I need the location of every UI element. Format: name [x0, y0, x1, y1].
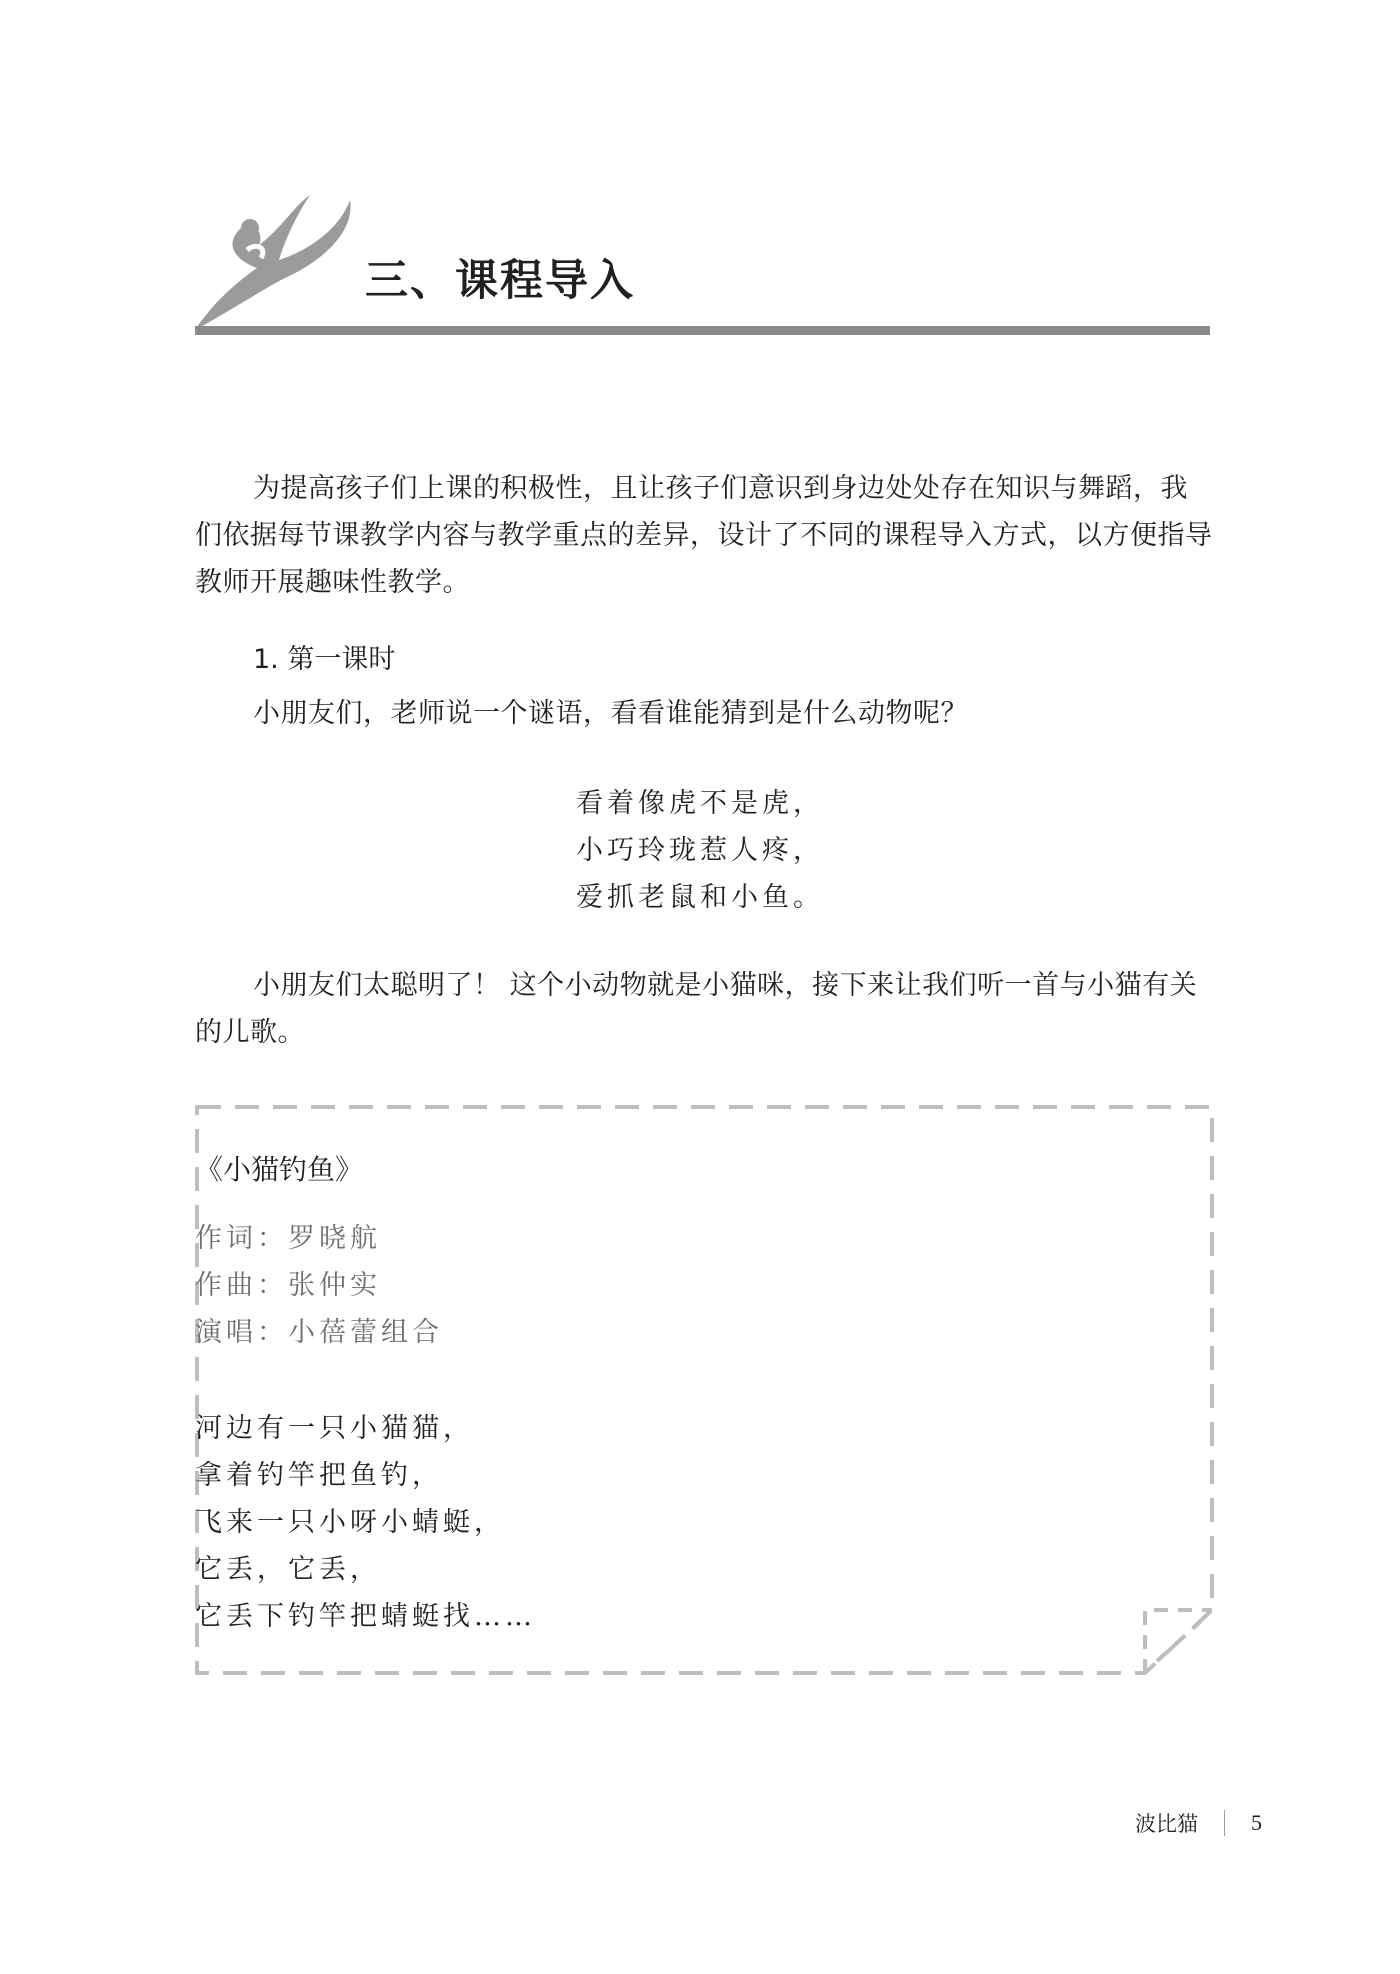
- song-box: [195, 1105, 1215, 1675]
- riddle-line: 看着像虎不是虎，: [576, 788, 824, 819]
- page-footer: [1135, 1808, 1262, 1838]
- lyric-line: 它丢，它丢，: [195, 1554, 381, 1585]
- riddle-line: 爱抓老鼠和小鱼。: [576, 882, 824, 913]
- lyric-line: 河边有一只小猫猫，: [195, 1413, 474, 1444]
- intro-text: 为提高孩子们上课的积极性，且让孩子们意识到身边处处存在知识与舞蹈，我们依据每节课教学内容与教学重点的差异，设计了不同的课程导入方式，以方便指导教师开展趣味性教学。: [195, 473, 1213, 598]
- composer-credit: 作曲：张仲实: [195, 1270, 381, 1301]
- riddle-intro-paragraph: [195, 690, 1215, 737]
- lesson-heading: 1. 第一课时: [253, 644, 396, 675]
- riddle-verse: [0, 780, 1400, 921]
- lyric-line: 它丢下钓竿把蜻蜓找……: [195, 1601, 536, 1632]
- dancer-swoosh-icon: [195, 190, 1210, 335]
- section-heading: [195, 190, 1210, 335]
- song-lyrics: [195, 1405, 1215, 1640]
- answer-text: 小朋友们太聪明了！ 这个小动物就是小猫咪，接下来让我们听一首与小猫有关的儿歌。: [195, 970, 1198, 1048]
- lyric-line: 飞来一只小呀小蜻蜓，: [195, 1507, 505, 1538]
- answer-paragraph: [195, 962, 1215, 1056]
- book-title: 波比猫: [1135, 1812, 1198, 1836]
- riddle-intro-text: 小朋友们，老师说一个谜语，看看谁能猜到是什么动物呢？: [253, 698, 968, 729]
- lyric-line: 拿着钓竿把鱼钓，: [195, 1460, 443, 1491]
- song-credits: [195, 1215, 1215, 1356]
- song-title: 《小猫钓鱼》: [195, 1153, 364, 1186]
- page-title: 三、课程导入: [365, 256, 635, 306]
- performer-credit: 演唱：小蓓蕾组合: [195, 1317, 443, 1348]
- intro-paragraph: [195, 465, 1215, 606]
- page-number: 5: [1251, 1810, 1262, 1835]
- footer-divider: [1224, 1810, 1225, 1836]
- riddle-line: 小巧玲珑惹人疼，: [576, 835, 824, 866]
- lyricist-credit: 作词：罗晓航: [195, 1223, 381, 1254]
